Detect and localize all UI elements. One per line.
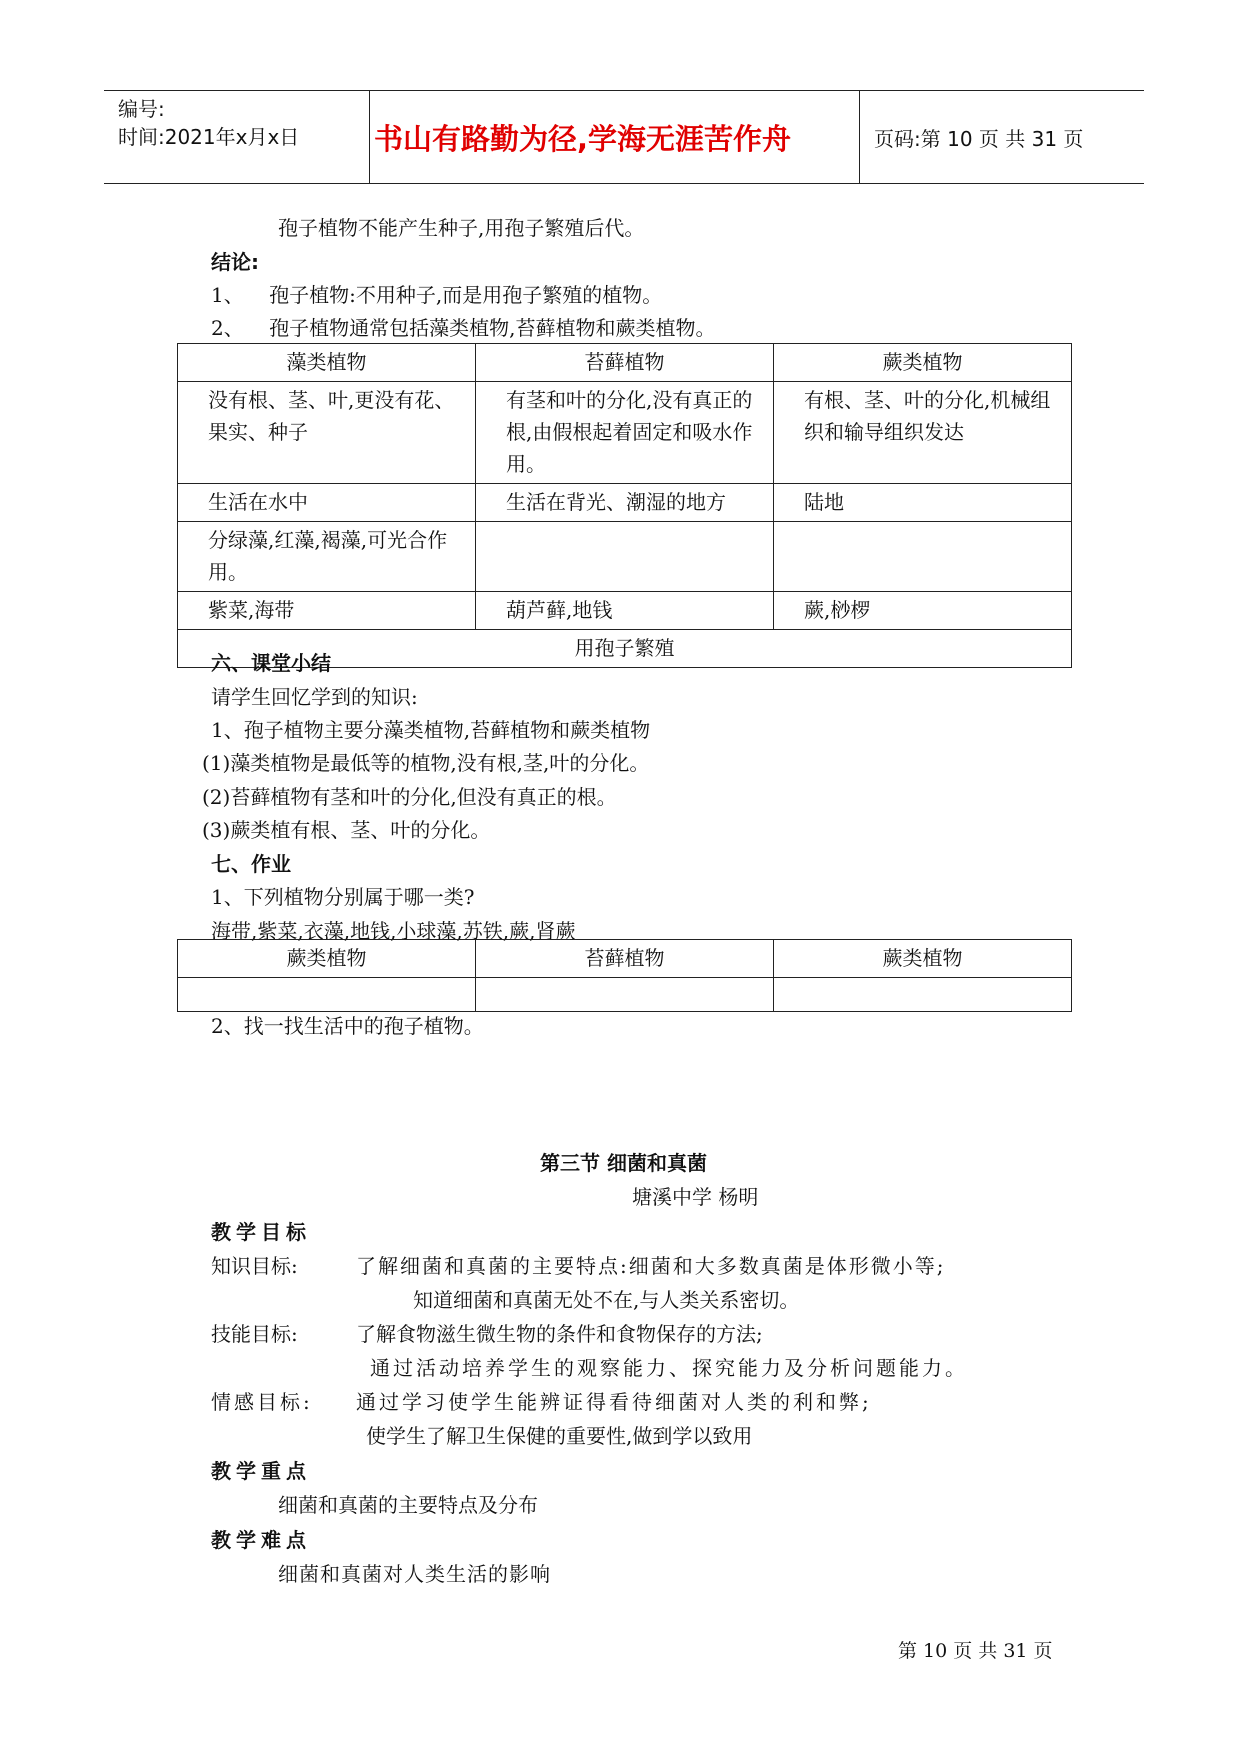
summary-line: (2)苔藓植物有茎和叶的分化,但没有真正的根。 [202,785,617,809]
summary-line: (1)藻类植物是最低等的植物,没有根,茎,叶的分化。 [202,751,650,775]
focus-heading: 教学重点 [211,1459,311,1483]
summary-heading: 六、课堂小结 [211,651,331,675]
header-number: 编号: [118,97,165,121]
emotion-label: 情感目标: [211,1390,313,1414]
difficulty-text: 细菌和真菌对人类生活的影响 [278,1562,551,1586]
knowledge-goal: 了解细菌和真菌的主要特点:细菌和大多数真菌是体形微小等; [356,1254,946,1278]
header-motto: 书山有路勤为径,学海无涯苦作舟 [374,122,792,156]
conclusion-item: 2、 孢子植物通常包括藻类植物,苔藓植物和蕨类植物。 [211,316,716,340]
intro-text: 孢子植物不能产生种子,用孢子繁殖后代。 [278,216,645,240]
homework-table [177,939,1072,1012]
table-row [178,484,1072,522]
page-header [104,90,1144,184]
table-cell [774,978,1072,1012]
emotion-goal: 通过学习使学生能辨证得看待细菌对人类的利和弊; [356,1390,872,1414]
skill-goal: 了解食物滋生微生物的条件和食物保存的方法; [356,1322,763,1346]
knowledge-goal: 知道细菌和真菌无处不在,与人类关系密切。 [413,1288,800,1312]
table-header-cell: 蕨类植物 [774,344,1072,382]
table-row [178,382,1072,484]
table-cell: 生活在水中 [178,484,476,522]
homework-question: 1、下列植物分别属于哪一类? [211,885,475,909]
conclusion-heading: 结论: [211,250,259,274]
table-cell: 紫菜,海带 [178,592,476,630]
table-cell: 葫芦藓,地钱 [476,592,774,630]
emotion-goal: 使学生了解卫生保健的重要性,做到学以致用 [366,1424,753,1448]
table-row [178,592,1072,630]
page-footer: 第 10 页 共 31 页 [898,1640,1053,1662]
header-divider [369,91,370,183]
difficulty-heading: 教学难点 [211,1528,311,1552]
header-time: 时间:2021年x月x日 [118,125,300,149]
table-cell: 蕨,桫椤 [774,592,1072,630]
table-header-cell: 蕨类植物 [178,940,476,978]
section-author: 塘溪中学 杨明 [632,1185,759,1209]
header-meta [118,95,299,151]
table-footer-cell: 用孢子繁殖 [178,630,1072,668]
homework-plants: 海带,紫菜,衣藻,地钱,小球藻,苏铁,蕨,肾蕨 [211,919,576,943]
table-cell: 没有根、茎、叶,更没有花、果实、种子 [178,382,476,484]
table-cell: 有茎和叶的分化,没有真正的根,由假根起着固定和吸水作用。 [476,382,774,484]
table-cell [178,978,476,1012]
conclusion-item: 1、 孢子植物:不用种子,而是用孢子繁殖的植物。 [211,283,663,307]
table-header-cell: 苔藓植物 [476,344,774,382]
spore-plant-table [177,343,1072,668]
homework-task-2: 2、找一找生活中的孢子植物。 [211,1014,484,1038]
table-cell: 生活在背光、潮湿的地方 [476,484,774,522]
summary-line: 请学生回忆学到的知识: [211,685,418,709]
table-cell: 有根、茎、叶的分化,机械组织和输导组织发达 [774,382,1072,484]
goals-heading: 教学目标 [211,1220,311,1244]
table-cell [774,522,1072,592]
table-row [178,522,1072,592]
table-header-cell: 蕨类植物 [774,940,1072,978]
table-header-row [178,344,1072,382]
header-page-number: 页码:第 10 页 共 31 页 [874,127,1084,151]
table-row [178,978,1072,1012]
table-header-row [178,940,1072,978]
section-title: 第三节 细菌和真菌 [540,1151,707,1175]
table-cell [476,978,774,1012]
homework-heading: 七、作业 [211,852,291,876]
summary-line: 1、孢子植物主要分藻类植物,苔藓植物和蕨类植物 [211,718,651,742]
focus-text: 细菌和真菌的主要特点及分布 [278,1493,538,1517]
table-cell: 陆地 [774,484,1072,522]
skill-goal: 通过活动培养学生的观察能力、探究能力及分析问题能力。 [370,1356,968,1380]
table-cell: 分绿藻,红藻,褐藻,可光合作用。 [178,522,476,592]
header-divider [859,91,860,183]
table-cell [476,522,774,592]
summary-line: (3)蕨类植有根、茎、叶的分化。 [202,818,491,842]
table-header-cell: 藻类植物 [178,344,476,382]
skill-label: 技能目标: [211,1322,298,1346]
knowledge-label: 知识目标: [211,1254,298,1278]
table-header-cell: 苔藓植物 [476,940,774,978]
